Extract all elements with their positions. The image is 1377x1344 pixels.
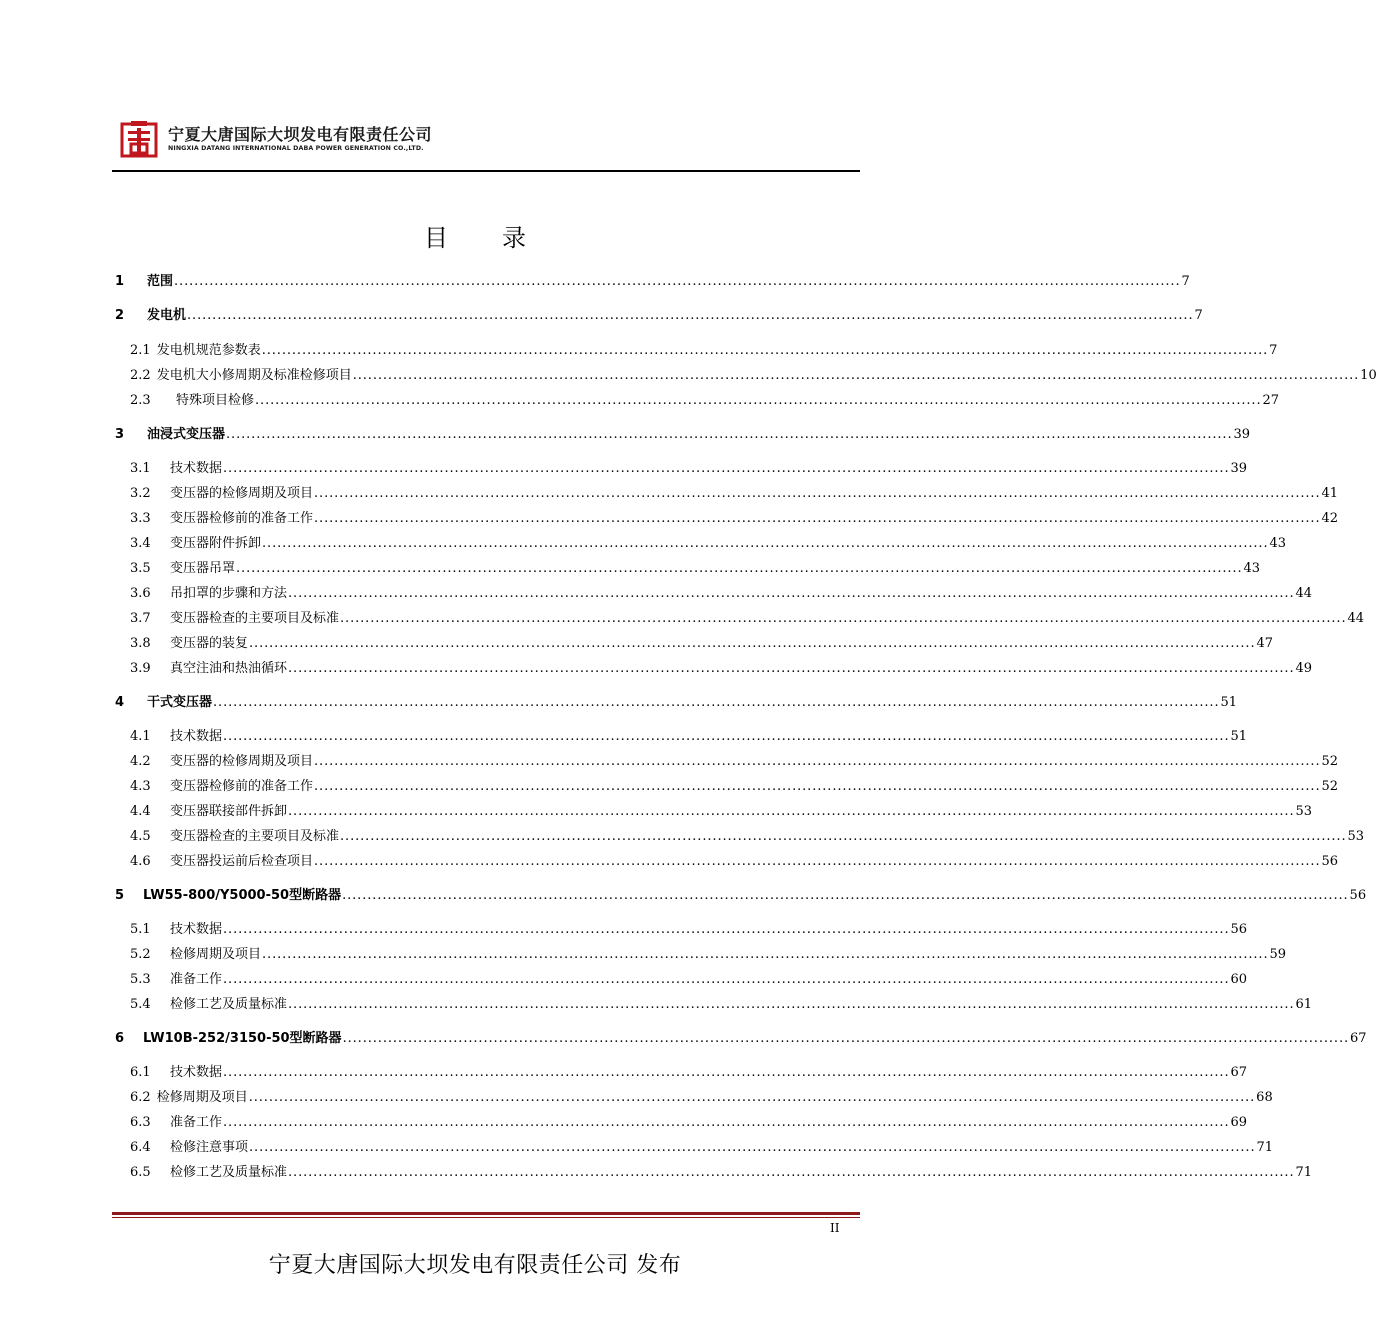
- toc-entry-number: 5.2: [130, 947, 151, 962]
- toc-dot-leader: ........................................................................................................................................................................................................: [255, 393, 1262, 408]
- toc-dot-leader: ........................................................................................................................................................................................................: [288, 1165, 1295, 1180]
- toc-entry-page: 56: [1230, 922, 1248, 937]
- toc-entry-page: 52: [1321, 779, 1339, 794]
- toc-dot-leader: ........................................................................................................................................................................................................: [352, 368, 1360, 383]
- toc-title: [0, 218, 950, 253]
- toc-entry[interactable]: [115, 632, 1274, 652]
- toc-entry[interactable]: [115, 557, 1261, 577]
- toc-entry-number: 3.9: [130, 661, 151, 676]
- toc-entry-title: 发电机大小修周期及标准检修项目: [156, 368, 352, 383]
- toc-dot-leader: ........................................................................................................................................................................................................: [340, 829, 1347, 844]
- toc-entry-title: 变压器检查的主要项目及标准: [170, 611, 340, 626]
- toc-entry-page: 71: [1295, 1165, 1313, 1180]
- toc-entry-title: 特殊项目检修: [176, 393, 255, 408]
- toc-entry-number: 4.1: [130, 729, 151, 744]
- toc-entry-number: 4.3: [130, 779, 151, 794]
- toc-entry-label: [115, 661, 287, 677]
- toc-entry-title: 技术数据: [170, 729, 223, 744]
- toc-dot-leader: ........................................................................................................................................................................................................: [223, 922, 1230, 937]
- toc-entry-page: 67: [1350, 1031, 1367, 1046]
- toc-entry-label: [115, 888, 341, 904]
- toc-entry-title: 变压器吊罩: [170, 561, 236, 576]
- page-number: II: [830, 1221, 840, 1235]
- toc-dot-leader: ........................................................................................................................................................................................................: [223, 729, 1230, 744]
- toc-entry-page: 7: [1269, 343, 1278, 358]
- toc-entry-number: 5.4: [130, 997, 151, 1012]
- toc-dot-leader: ........................................................................................................................................................................................................: [236, 561, 1243, 576]
- toc-dot-leader: ........................................................................................................................................................................................................: [288, 804, 1295, 819]
- toc-entry-label: [115, 274, 173, 290]
- toc-entry[interactable]: [115, 657, 1313, 677]
- toc-entry-label: [115, 1090, 248, 1106]
- toc-entry[interactable]: [115, 457, 1248, 477]
- toc-entry[interactable]: [115, 1161, 1313, 1181]
- toc-entry-page: 27: [1262, 393, 1280, 408]
- toc-entry[interactable]: [115, 304, 1203, 324]
- toc-entry[interactable]: [115, 750, 1339, 770]
- toc-entry-label: [115, 729, 222, 745]
- toc-entry-title: LW55-800/Y5000-50型断路器: [143, 888, 342, 903]
- toc-dot-leader: ........................................................................................................................................................................................................: [223, 972, 1230, 987]
- toc-entry[interactable]: [115, 968, 1248, 988]
- toc-entry-title: 检修工艺及质量标准: [170, 1165, 288, 1180]
- toc-dot-leader: ........................................................................................................................................................................................................: [223, 1115, 1230, 1130]
- toc-entry-page: 71: [1256, 1140, 1274, 1155]
- toc-entry-label: [115, 922, 222, 938]
- toc-entry-page: 68: [1256, 1090, 1273, 1105]
- toc-entry-number: 6.2: [130, 1090, 151, 1105]
- toc-entry[interactable]: [115, 339, 1278, 359]
- toc-entry-title: 准备工作: [170, 1115, 223, 1130]
- toc-entry-page: 53: [1295, 804, 1313, 819]
- toc-entry-page: 49: [1295, 661, 1313, 676]
- toc-entry-title: 检修工艺及质量标准: [170, 997, 288, 1012]
- toc-entry-page: 44: [1347, 611, 1365, 626]
- toc-entry-title: 检修周期及项目: [156, 1090, 248, 1105]
- toc-dot-leader: ........................................................................................................................................................................................................: [249, 1140, 1256, 1155]
- toc-entry-number: 3: [115, 427, 125, 442]
- toc-entry-label: [115, 779, 313, 795]
- toc-entry-page: 52: [1321, 754, 1339, 769]
- toc-entry-label: [115, 1165, 287, 1181]
- toc-entry-number: 2.2: [130, 368, 151, 383]
- toc-entry-number: 6: [115, 1031, 125, 1046]
- footer-rule-thin: [112, 1217, 860, 1218]
- toc-entry[interactable]: [115, 532, 1287, 552]
- toc-dot-leader: ........................................................................................................................................................................................................: [314, 511, 1321, 526]
- toc-dot-leader: ........................................................................................................................................................................................................: [288, 586, 1295, 601]
- toc-dot-leader: ........................................................................................................................................................................................................: [261, 343, 1269, 358]
- toc-entry-label: [115, 486, 313, 502]
- toc-entry-title: 技术数据: [170, 1065, 223, 1080]
- header-rule: [112, 170, 860, 172]
- toc-entry-title: 干式变压器: [147, 695, 213, 710]
- toc-entry-page: 56: [1349, 888, 1367, 903]
- toc-entry-label: [115, 636, 248, 652]
- toc-entry-page: 67: [1230, 1065, 1248, 1080]
- toc-entry-page: 39: [1233, 427, 1251, 442]
- company-name-cn: 宁夏大唐国际大坝发电有限责任公司: [168, 125, 433, 144]
- toc-entry-number: 5: [115, 888, 125, 903]
- toc-entry-title: 变压器的检修周期及项目: [170, 486, 314, 501]
- toc-entry-number: 6.5: [130, 1165, 151, 1180]
- toc-entry-number: 2: [115, 308, 125, 323]
- toc-entry-number: 4.6: [130, 854, 151, 869]
- toc-entry-label: [115, 561, 235, 577]
- toc-dot-leader: ........................................................................................................................................................................................................: [340, 611, 1347, 626]
- toc-entry-page: 10: [1360, 368, 1377, 383]
- toc-entry-label: [115, 997, 287, 1013]
- company-name-en: NINGXIA DATANG INTERNATIONAL DABA POWER GENERATION CO.,LTD.: [168, 145, 424, 152]
- toc-entry-number: 4: [115, 695, 125, 710]
- toc-entry-title: 吊扣罩的步骤和方法: [170, 586, 288, 601]
- toc-entry-title: 变压器附件拆卸: [170, 536, 262, 551]
- toc-entry-number: 3.6: [130, 586, 151, 601]
- toc-entry-label: [115, 427, 225, 443]
- toc-entry-number: 3.5: [130, 561, 151, 576]
- toc-entry-number: 5.3: [130, 972, 151, 987]
- toc-entry-title: 变压器检修前的准备工作: [170, 779, 314, 794]
- toc-entry-number: 3.1: [130, 461, 151, 476]
- toc-entry-title: 发电机规范参数表: [156, 343, 261, 358]
- toc-dot-leader: ........................................................................................................................................................................................................: [342, 1031, 1350, 1046]
- toc-entry-title: 技术数据: [170, 922, 223, 937]
- toc-entry-title: 检修周期及项目: [170, 947, 262, 962]
- toc-dot-leader: ........................................................................................................................................................................................................: [262, 536, 1269, 551]
- toc-entry[interactable]: [115, 691, 1238, 711]
- toc-entry-page: 42: [1321, 511, 1339, 526]
- toc-entry-title: 变压器检查的主要项目及标准: [170, 829, 340, 844]
- toc-entry[interactable]: [115, 1027, 1367, 1047]
- toc-entry[interactable]: [115, 725, 1248, 745]
- toc-dot-leader: ........................................................................................................................................................................................................: [174, 274, 1181, 289]
- toc-title-right: 录: [502, 224, 526, 252]
- toc-entry-title: 变压器的检修周期及项目: [170, 754, 314, 769]
- toc-entry-label: [115, 1031, 342, 1047]
- toc-entry[interactable]: [115, 1136, 1274, 1156]
- toc-entry-page: 41: [1321, 486, 1339, 501]
- toc-dot-leader: ........................................................................................................................................................................................................: [288, 997, 1295, 1012]
- toc-entry-label: [115, 947, 261, 963]
- toc-dot-leader: ........................................................................................................................................................................................................: [187, 308, 1194, 323]
- toc-entry-title: 油浸式变压器: [147, 427, 226, 442]
- footer-rule-thick: [112, 1212, 860, 1215]
- toc-entry-title: 技术数据: [170, 461, 223, 476]
- toc-dot-leader: ........................................................................................................................................................................................................: [249, 636, 1256, 651]
- toc-entry-page: 61: [1295, 997, 1313, 1012]
- toc-dot-leader: ........................................................................................................................................................................................................: [226, 427, 1233, 442]
- toc-title-left: 目: [424, 224, 448, 252]
- toc-entry-label: [115, 586, 287, 602]
- toc-entry-title: 变压器检修前的准备工作: [170, 511, 314, 526]
- toc-entry-title: LW10B-252/3150-50型断路器: [143, 1031, 342, 1046]
- toc-dot-leader: ........................................................................................................................................................................................................: [262, 947, 1269, 962]
- toc-entry[interactable]: [115, 850, 1339, 870]
- toc-entry[interactable]: [115, 507, 1339, 527]
- toc-entry-page: 51: [1220, 695, 1238, 710]
- toc-entry[interactable]: [115, 270, 1190, 290]
- toc-entry-number: 3.4: [130, 536, 151, 551]
- toc-entry-title: 真空注油和热油循环: [170, 661, 288, 676]
- toc-dot-leader: ........................................................................................................................................................................................................: [314, 854, 1321, 869]
- toc-entry-page: 51: [1230, 729, 1248, 744]
- toc-dot-leader: ........................................................................................................................................................................................................: [223, 1065, 1230, 1080]
- toc-entry[interactable]: [115, 389, 1280, 409]
- toc-entry[interactable]: [115, 607, 1365, 627]
- toc-entry-page: 69: [1230, 1115, 1248, 1130]
- toc-entry-label: [115, 611, 339, 627]
- toc-entry-label: [115, 536, 261, 552]
- toc-entry[interactable]: [115, 582, 1313, 602]
- toc-entry-page: 39: [1230, 461, 1248, 476]
- toc-entry-page: 59: [1269, 947, 1287, 962]
- toc-entry-page: 53: [1347, 829, 1365, 844]
- toc-entry-number: 3.7: [130, 611, 151, 626]
- toc-entry-label: [115, 393, 254, 409]
- toc-entry-page: 44: [1295, 586, 1313, 601]
- toc-entry-label: [115, 343, 261, 359]
- toc-entry-page: 43: [1269, 536, 1287, 551]
- toc-entry-title: 变压器投运前后检查项目: [170, 854, 314, 869]
- toc-entry-number: 2.1: [130, 343, 151, 358]
- toc-entry-number: 3.3: [130, 511, 151, 526]
- toc-entry-number: 2.3: [130, 393, 151, 408]
- toc-dot-leader: ........................................................................................................................................................................................................: [314, 486, 1321, 501]
- toc-entry-page: 7: [1194, 308, 1203, 323]
- toc-entry[interactable]: [115, 884, 1367, 904]
- toc-entry-title: 范围: [147, 274, 174, 289]
- toc-entry-label: [115, 461, 222, 477]
- toc-entry-number: 3.2: [130, 486, 151, 501]
- toc-entry-label: [115, 368, 352, 384]
- toc-entry-page: 7: [1181, 274, 1190, 289]
- toc-entry-number: 5.1: [130, 922, 151, 937]
- toc-entry-number: 6.3: [130, 1115, 151, 1130]
- toc-entry-number: 6.1: [130, 1065, 151, 1080]
- toc-entry[interactable]: [115, 482, 1339, 502]
- toc-entry-title: 变压器的装复: [170, 636, 249, 651]
- toc-entry-title: 发电机: [147, 308, 187, 323]
- toc-entry[interactable]: [115, 918, 1248, 938]
- page-header: [120, 120, 860, 172]
- toc-entry[interactable]: [115, 993, 1313, 1013]
- toc-entry-number: 4.4: [130, 804, 151, 819]
- toc-entry[interactable]: [115, 775, 1339, 795]
- toc-entry-number: 1: [115, 274, 125, 289]
- toc-entry-title: 变压器联接部件拆卸: [170, 804, 288, 819]
- toc-entry-number: 6.4: [130, 1140, 151, 1155]
- toc-dot-leader: ........................................................................................................................................................................................................: [223, 461, 1230, 476]
- publisher-line: 宁夏大唐国际大坝发电有限责任公司 发布: [268, 1253, 682, 1278]
- toc-entry-title: 准备工作: [170, 972, 223, 987]
- toc-entry-label: [115, 511, 313, 527]
- toc-dot-leader: ........................................................................................................................................................................................................: [314, 779, 1321, 794]
- toc-dot-leader: ........................................................................................................................................................................................................: [342, 888, 1349, 903]
- toc-entry-label: [115, 804, 287, 820]
- toc-dot-leader: ........................................................................................................................................................................................................: [314, 754, 1321, 769]
- toc-entry-page: 47: [1256, 636, 1274, 651]
- toc-entry[interactable]: [115, 423, 1251, 443]
- toc-entry[interactable]: [115, 825, 1365, 845]
- toc-entry-label: [115, 308, 186, 324]
- toc-dot-leader: ........................................................................................................................................................................................................: [213, 695, 1220, 710]
- datang-logo-icon: [120, 120, 158, 158]
- toc-entry-label: [115, 1115, 222, 1131]
- toc-entry-label: [115, 972, 222, 988]
- toc-entry-label: [115, 1065, 222, 1081]
- toc-entry-page: 43: [1243, 561, 1261, 576]
- toc-entry[interactable]: [115, 800, 1313, 820]
- toc-entry-label: [115, 854, 313, 870]
- toc-entry-page: 60: [1230, 972, 1248, 987]
- toc-entry-number: 4.5: [130, 829, 151, 844]
- toc-entry-label: [115, 1140, 248, 1156]
- toc-entry[interactable]: [115, 364, 1377, 384]
- toc-entry[interactable]: [115, 1111, 1248, 1131]
- toc-dot-leader: ........................................................................................................................................................................................................: [248, 1090, 1256, 1105]
- toc-entry-number: 3.8: [130, 636, 151, 651]
- toc-entry-page: 56: [1321, 854, 1339, 869]
- toc-entry[interactable]: [115, 1086, 1273, 1106]
- toc-entry-label: [115, 829, 339, 845]
- toc-entry-number: 4.2: [130, 754, 151, 769]
- toc-entry-label: [115, 695, 212, 711]
- toc-entry-title: 检修注意事项: [170, 1140, 249, 1155]
- toc-entry[interactable]: [115, 943, 1287, 963]
- toc-dot-leader: ........................................................................................................................................................................................................: [288, 661, 1295, 676]
- toc-entry[interactable]: [115, 1061, 1248, 1081]
- toc-entry-label: [115, 754, 313, 770]
